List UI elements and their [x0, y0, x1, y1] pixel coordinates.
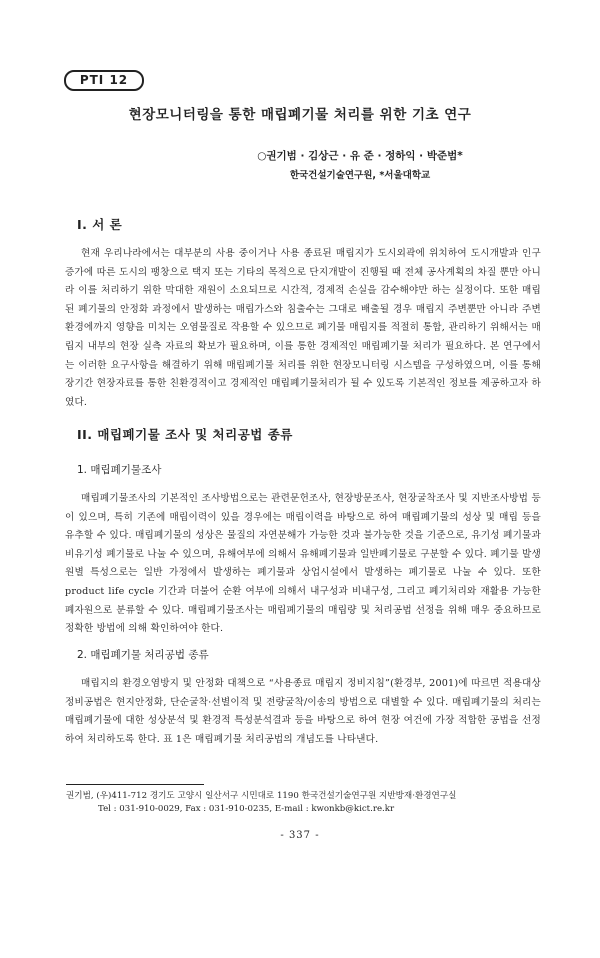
footnote-address: 권기범, (우)411-712 경기도 고양시 일산서구 시민대로 1190 한국건설기술연구원 지반방재·환경연구실 [66, 791, 457, 801]
session-tag: PTI 12 [64, 70, 144, 91]
page-number: - 337 - [280, 830, 320, 841]
footnote-divider [66, 784, 204, 785]
paper-title: 현장모니터링을 통한 매립폐기물 처리를 위한 기초 연구 [128, 107, 472, 123]
introduction-paragraph: 현재 우리나라에서는 대부분의 사용 중이거나 사용 종료된 매립지가 도시외곽에 위치하여 도시개발과 인구증가에 따른 도시의 팽창으로 택지 또는 기타의 목적으로 단지개발이 진행될 때 전체 공사계획의 차질 뿐만 아니라 이를 처리하기 위한 막대한 재원이 소요되므로 시간적, 경제적 손실을 감수해야만 하는 실정이다. 또한 매립된 폐기물의 안정화 과정에서 발생하는 매립가스와 침출수는 그대로 배출될 경우 매립지 주변뿐만 아니라 주변 환경에까지 영향을 미치는 오염물질로 작용할 수 있으므로 폐기물 매립지를 적절히 통합, 관리하기 위해서는 매립지 내부의 현장 실측 자료의 확보가 필요하며, 이를 통한 경제적인 매립폐기물 처리가 필요하다. 본 연구에서는 이러한 요구사항을 해결하기 위해 매립폐기물 처리를 위한 현장모니터링 시스템을 구성하였으며, 이를 통해 장기간 현장자료를 통한 친환경적이고 경제적인 매립폐기물처리가 될 수 있도록 기본적인 정보를 제공하고자 하였다. [65, 248, 541, 408]
methods-paragraph: 매립지의 환경오염방지 및 안정화 대책으로 “사용종료 매립지 정비지침”(환경부, 2001)에 따르면 적용대상 정비공법은 현지안정화, 단순굴착·선별이적 및 전량굴착/이송의 방법으로 대별할 수 있다. 매립폐기물의 처리는 매립폐기물에 대한 성상분석 및 환경적 특성분석결과 등을 바탕으로 하여 현장 여건에 가장 적합한 공법을 선정하여 처리하도록 한다. 표 1은 매립폐기물 처리공법의 개념도를 나타낸다. [65, 678, 541, 745]
section-heading-survey: II. 매립폐기물 조사 및 처리공법 종류 [77, 427, 293, 442]
footnote-contact: Tel : 031-910-0029, Fax : 031-910-0235, E-mail : kwonkb@kict.re.kr [98, 804, 395, 814]
author-list: ○권기범 · 김상근 · 유 준 · 정하익 · 박준범* [257, 150, 463, 162]
survey-paragraph: 매립폐기물조사의 기본적인 조사방법으로는 관련문헌조사, 현장방문조사, 현장굴착조사 및 지반조사방법 등이 있으며, 특히 기존에 매립이력이 있을 경우에는 매립이력을 바탕으로 하여 매립폐기물의 성상 및 매립 등을 유추할 수 있다. 매립폐기물의 성상은 물질의 자연분해가 가능한 것과 불가능한 것을 기준으로, 유기성 폐기물과 비유기성 폐기물로 나눌 수 있으며, 유해여부에 의해서 유해폐기물과 일반폐기물로 구분할 수 있다. 폐기물 발생원별 특성으로는 일반 가정에서 발생하는 폐기물과 상업시설에서 발생하는 폐기물로 나눌 수 있다. 또한 product life cycle 기간과 더불어 순환 여부에 의해서 내구성과 비내구성, 그리고 폐기처리와 재활용 가능한 폐자원으로 분류할 수 있다. 매립폐기물조사는 매립폐기물의 매립량 및 처리공법 선정을 위해 매우 중요하므로 정확한 방법에 의해 확인하여야 한다. [65, 493, 541, 635]
subsection-heading-survey: 1. 매립폐기물조사 [77, 464, 162, 476]
affiliation: 한국건설기술연구원, *서울대학교 [289, 170, 431, 181]
subsection-heading-methods: 2. 매립폐기물 처리공법 종류 [77, 649, 209, 661]
section-heading-introduction: I. 서 론 [77, 217, 123, 232]
